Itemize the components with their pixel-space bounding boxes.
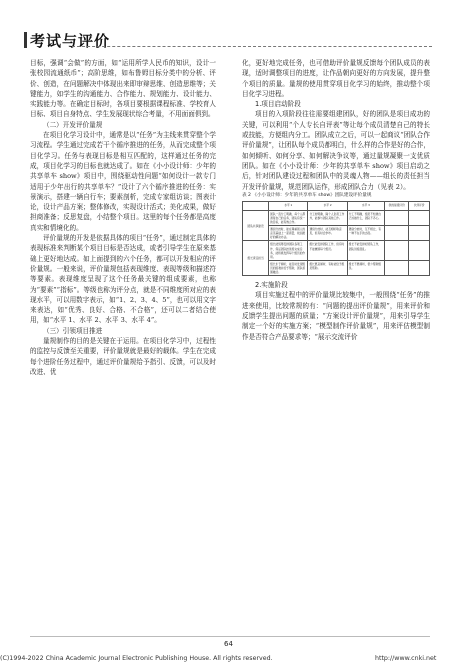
table-dimension-cell: 组长责任担当 [243,241,269,276]
table-cell: 组长能安排团队工作，但有时不能兼顾每个组员。 [308,241,347,260]
website-link[interactable]: http://www.cnki.net [375,655,437,662]
table-cell: 遇到分歧时，能在尊重别人的意见基础上一起商量，找到最好的解决办法。 [269,226,308,241]
table-cell [409,260,430,275]
page-header [0,0,461,56]
table-header-cell [243,201,269,210]
table-cell: 组长不能安排好团队工作，团队进度混乱。 [347,241,384,260]
body-paragraph: 项目实施过程中的评价量规比较集中，一般围绕“任务”的推进来使用，比较常规的有：“问题的提出评价量规”，用来评价和反馈学生提出问题的质量；“方案设计评价量规”，用来引导学生制定一个好的实施方案；“模型制作评价量规”，用来评估模型制作是否符合产品要求等；“展示交流评价 [242,291,430,341]
table-cell: 组长能统筹安排团队各项工作，保证团队按进度完成任务，能积极发挥每个组员的作用。 [269,241,308,260]
rubric-table [242,201,430,276]
table-cell: 分工较明确，除个人负责工作外，能参与团队其他工作。 [308,210,347,225]
subsection-heading: 2.实施阶段 [255,281,288,290]
page-number: 64 [224,640,233,648]
table-cell [409,241,430,260]
table-cell: 组长不愿倾听，很少帮助组员。 [347,260,384,275]
table-dimension-cell: 团队共享建设 [243,210,269,241]
table-header-cell: 水平 3 [347,201,384,210]
copyright-text: (C)1994-2022 China Academic Journal Electronic Publishing House. All rights reserved. [0,655,273,662]
section-heading: （二）开发评价量规 [43,120,103,129]
table-row [243,241,430,260]
table-cell: 组长愿意倾听，有时能给予组员帮助。 [308,260,347,275]
table-cell: 遇到分歧时，能互相听取意见，但有时会争吵。 [308,226,347,241]
table-cell [409,210,430,225]
table-cell [409,226,430,241]
footer-divider [30,636,430,637]
body-paragraph: 量规制作的目的是关键在于运用。在项目化学习中，过程性的监控与反馈至关重要，评价量规就是最好的载体。学生在完成每个进阶任务过程中，通过评价量规给予指引、反馈，可以及时改进、优 [30,337,216,376]
journal-title: 考试与评价 [30,32,111,50]
body-paragraph: 化，更好地完成任务，也可借助评价量规反馈每个团队成员的表现，适时调整项目的进度，让作品朝向更好的方向发展，提升整个项目的质量。量规的使用贯穿项目化学习的始终，推动整个项目化学习进程。 [242,59,430,98]
table-cell: 团队一直分工明确，每个人都清楚自己的任务，团队有统一的目标，能有效合作。 [269,210,308,225]
right-column [242,58,430,342]
table-cell: 组长乐于倾听，能及时发现组员的困难并给予帮助，团队氛围融洽。 [269,260,308,275]
table-cell [385,210,409,225]
table-header-cell: 我的星级评价 [385,201,409,210]
table-cell: 分工不明确，组员不知道自己该做什么，团队不齐心。 [347,210,384,225]
table-cell: 遇到分歧时，互不相让，有一种不在乎的态度。 [347,226,384,241]
header-divider [72,46,432,47]
left-column [30,58,216,377]
table-row [243,210,430,225]
table-row [243,226,430,241]
table-header-cell: 水平 2 [308,201,347,210]
table-cell [385,260,409,275]
section-heading: （三）引领项目推进 [43,326,103,335]
table-caption: 表 2 《小小设计师：少年的共享单车 show》团队建设评价量规 [242,192,372,198]
table-header-cell: 水平 1 [269,201,308,210]
copyright-line [0,655,461,663]
table-cell [385,226,409,241]
table-row [243,260,430,275]
body-paragraph: 项目的入项阶段往往需要组建团队，好的团队是项目成功的关键，可以利用“个人专长自评表”等让每个成员清楚自己的特长或技能，方便组内分工。团队成立之后，可以一起商议“团队合作评价量规”，让团队每个成员都明白，什么样的合作是好的合作，如何倾听、如何分享、如何解决争议等，通过量规凝聚一支优质团队。如在《小小设计师：少年的共享单车 show》项目启动之后，针对团队建设过程和团队中的灵魂人物——组长的责任担当开发评价量规，规范团队运作，形成团队合力（见表 2）。 [242,110,430,191]
table-header-row [243,201,430,210]
table-cell [385,241,409,260]
body-paragraph: 评价量规的开发是依据具体的项目“任务”，通过制定具体的表现标准来判断某个项目目标是否达成，或者引导学生在原来基础上更好地达成。如上面提到的六个任务，都可以开发相应的评价量规。一般来说，评价量规包括表现维度、表现等级和描述符等要素。表现维度呈现了这个任务最关键的组成要素，也称为“要素”“指标”。等级也称为评分点，就是不同维度所对应的表现水平，可以用数字表示，如“1、2、3、4、5”，也可以用文字来表达，如“优秀、良好、合格、不合格”，还可以二者结合使用，如“水平 1、水平 2、水平 3、水平 4”。 [30,234,216,325]
body-paragraph: 目标，强调“会做”的方面，如“运用所学人民币的知识，设计一张校园流通纸币”；高阶思维，如布鲁姆目标分类中的分析、评价、创造，在问题解决中体现出来即审辩思维、创造思维等；关键能力，如学生的沟通能力、合作能力、规划能力、设计能力、实践能力等。在确定目标时，各项目要根据课程标准、学校育人目标、项目自身特点、学生发展现状综合考量，不用面面俱到。 [30,59,216,119]
subsection-heading: 1.项目启动阶段 [255,100,301,109]
table-header-cell: 伙伴评价 [409,201,430,210]
body-paragraph: 在项目化学习设计中，通常是以“任务”为主线来贯穿整个学习流程。学生通过完成若干个循序推进的任务，从而完成整个项目化学习。任务与表现目标是相互匹配的，这样通过任务的完成，项目化学习的目标也就达成了。如在《小小设计师：少年的共享单车 show》项目中，围绕驱动性问题“如何设计一款专门适用于少年出行的共享单车？”设计了六个循序推进的任务：实景演示，搭建一辆自行车；要素剖析，完成专家组访谈；图表计论，设计产品方案；整体修改，实现设计活式；美化成果，做好担商准备；反思复盘，小结整个项目。这里的每个任务都是高度真实和情境化的。 [30,131,216,232]
